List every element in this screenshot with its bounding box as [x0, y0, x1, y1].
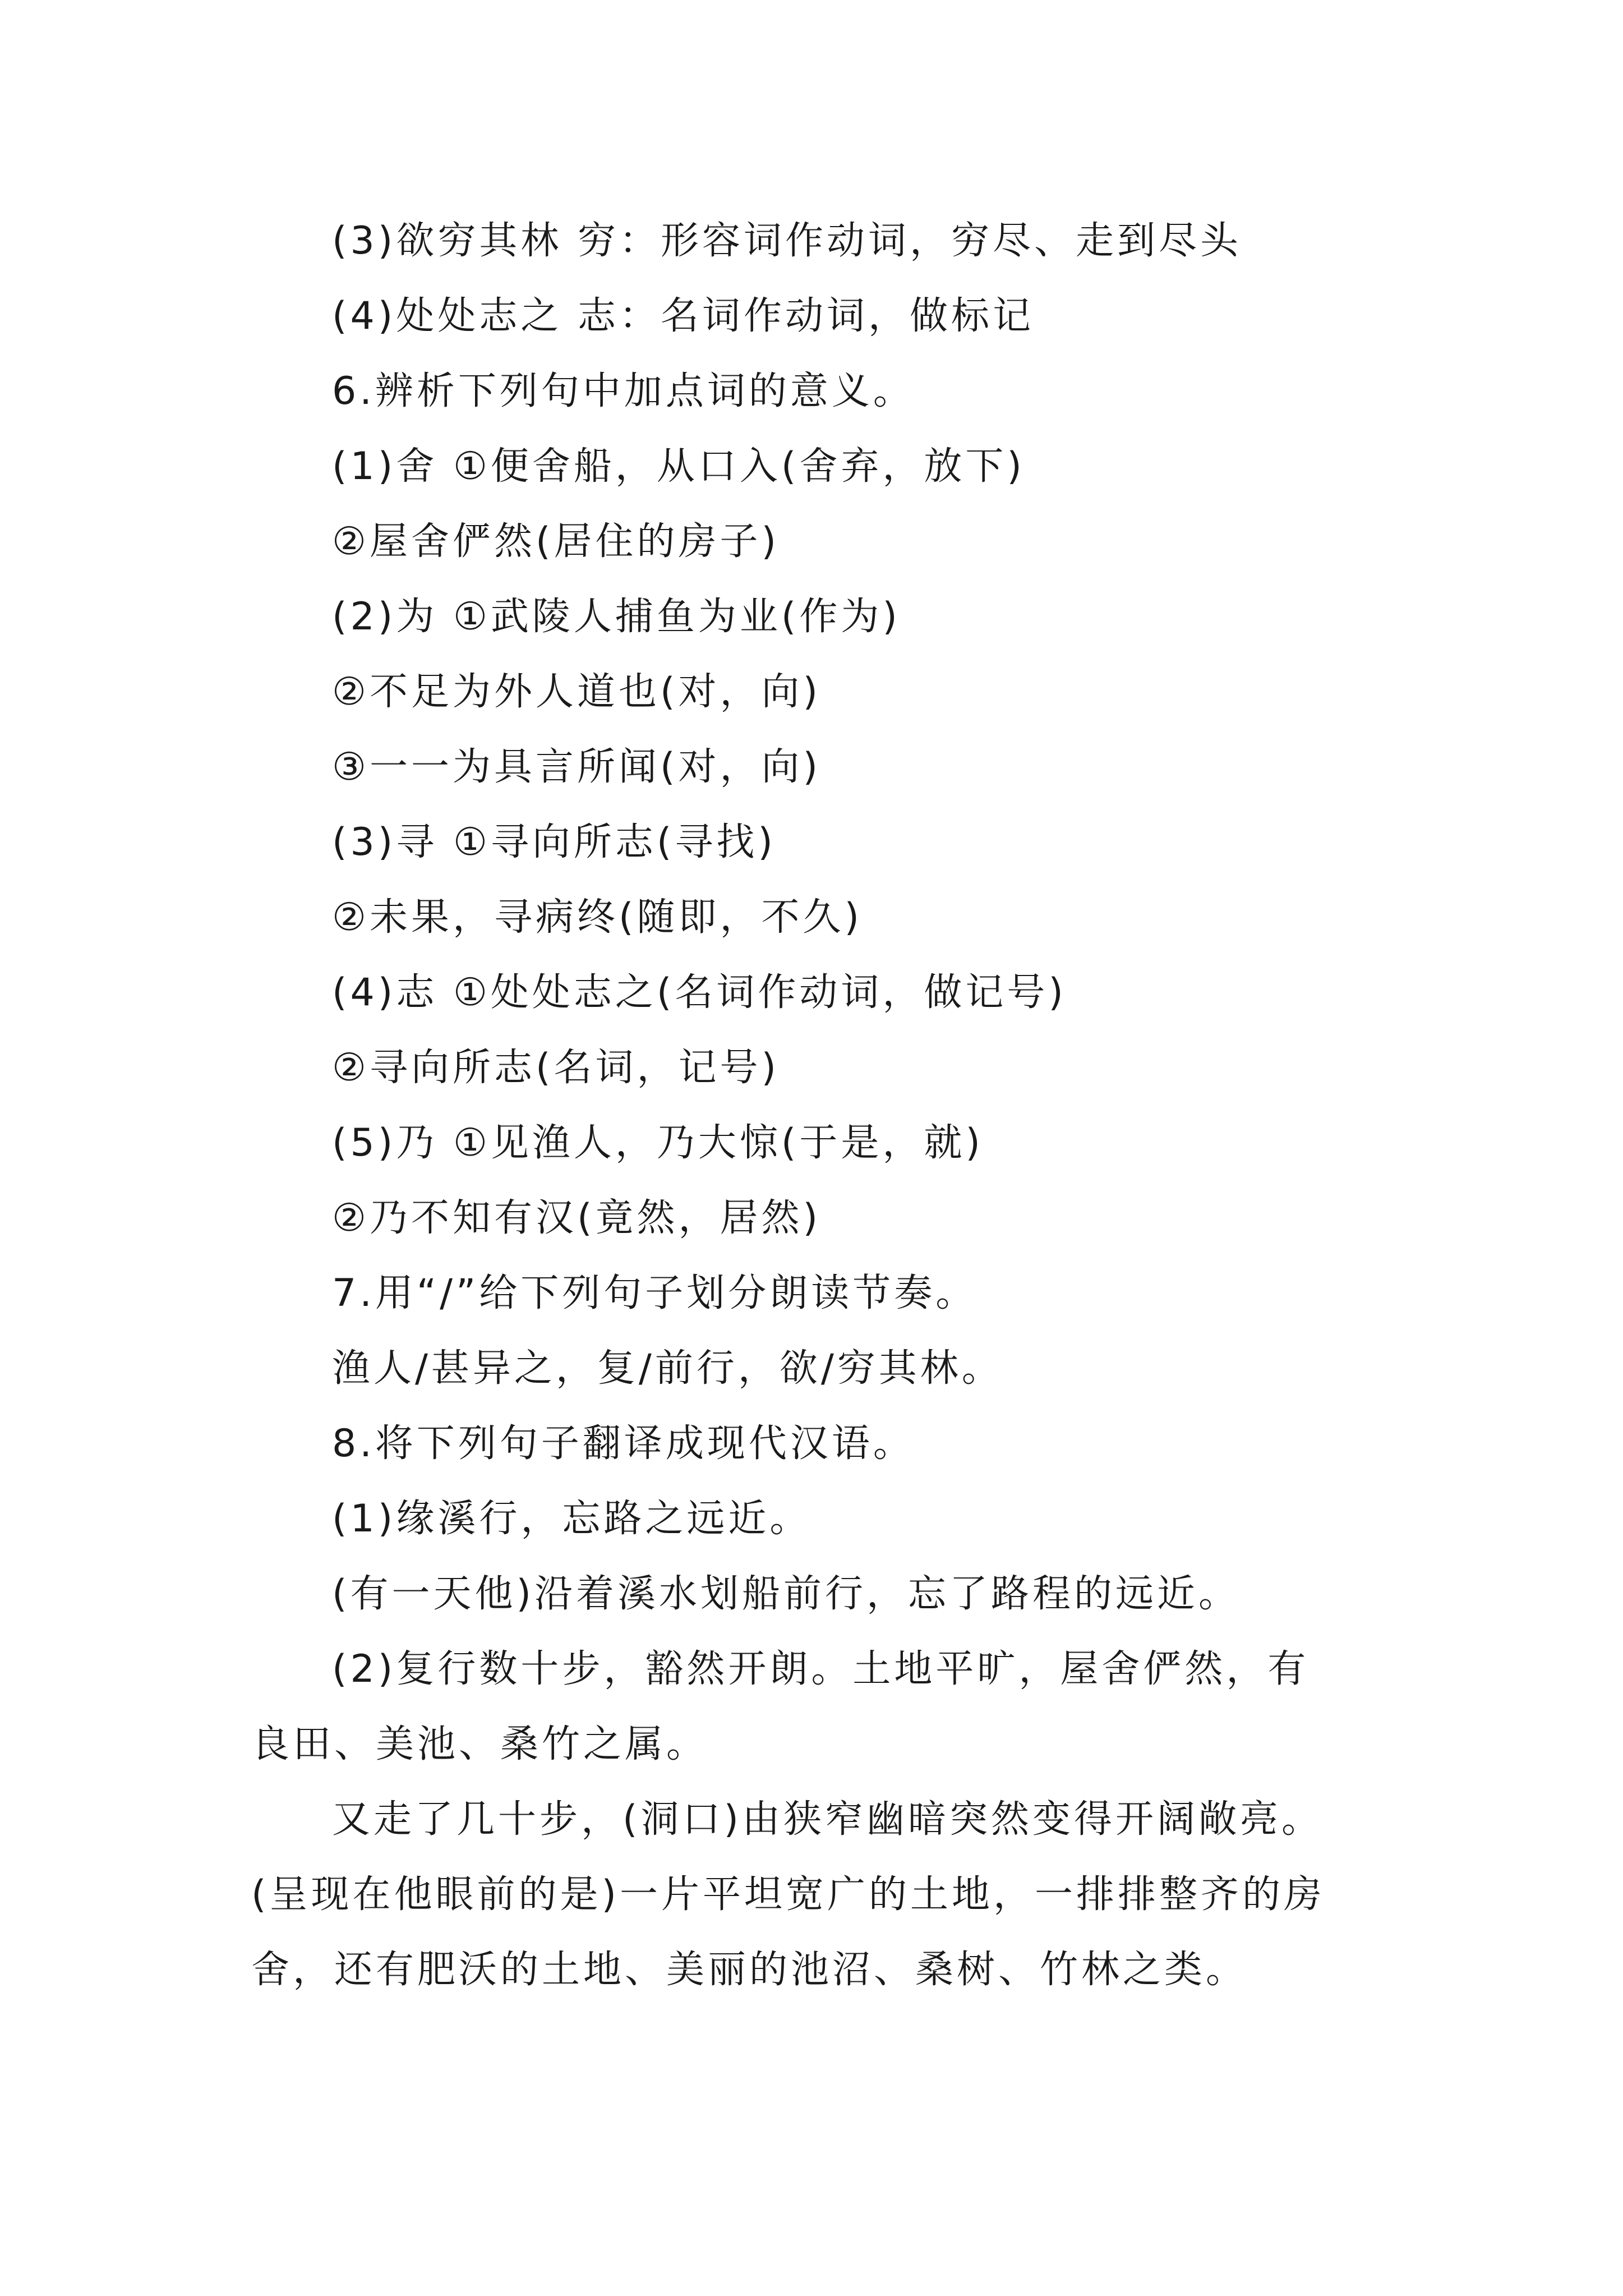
text-line-8: ③一一为具言所闻(对，向) [332, 745, 822, 789]
text-line-10: ②未果，寻病终(随即，不久) [332, 895, 863, 940]
text-line-22: 又走了几十步，(洞口)由狭窄幽暗突然变得开阔敞亮。 [332, 1797, 1324, 1842]
text-line-21: 良田、美池、桑竹之属。 [251, 1722, 708, 1766]
text-line-2: (4)处处志之 志：名词作动词，做标记 [332, 294, 1034, 338]
text-line-23: (呈现在他眼前的是)一片平坦宽广的土地，一排排整齐的房 [251, 1872, 1326, 1917]
text-line-5: ②屋舍俨然(居住的房子) [332, 519, 780, 564]
text-line-24: 舍，还有肥沃的土地、美丽的池沼、桑树、竹林之类。 [251, 1948, 1248, 1992]
text-line-12: ②寻向所志(名词，记号) [332, 1046, 780, 1090]
text-line-15: 7.用“/”给下列句子划分朗读节奏。 [332, 1271, 978, 1315]
text-line-1: (3)欲穷其林 穷：形容词作动词，穷尽、走到尽头 [332, 219, 1242, 263]
text-line-11: (4)志 ①处处志之(名词作动词，做记号) [332, 970, 1067, 1015]
text-line-19: (有一天他)沿着溪水划船前行，忘了路程的远近。 [332, 1572, 1241, 1616]
text-line-9: (3)寻 ①寻向所志(寻找) [332, 820, 776, 864]
text-line-6: (2)为 ①武陵人捕鱼为业(作为) [332, 595, 901, 639]
text-line-13: (5)乃 ①见渔人，乃大惊(于是，就) [332, 1121, 984, 1165]
text-line-14: ②乃不知有汉(竟然，居然) [332, 1196, 822, 1240]
text-line-7: ②不足为外人道也(对，向) [332, 670, 822, 714]
text-line-18: (1)缘溪行，忘路之远近。 [332, 1497, 811, 1541]
text-line-17: 8.将下列句子翻译成现代汉语。 [332, 1421, 915, 1466]
text-line-20: (2)复行数十步，豁然开朗。土地平旷，屋舍俨然，有 [332, 1647, 1310, 1691]
text-line-4: (1)舍 ①便舍船，从口入(舍弃，放下) [332, 444, 1025, 489]
text-line-3: 6.辨析下列句中加点词的意义。 [332, 369, 915, 413]
text-line-16: 渔人/甚异之，复/前行，欲/穷其林。 [332, 1346, 1003, 1391]
